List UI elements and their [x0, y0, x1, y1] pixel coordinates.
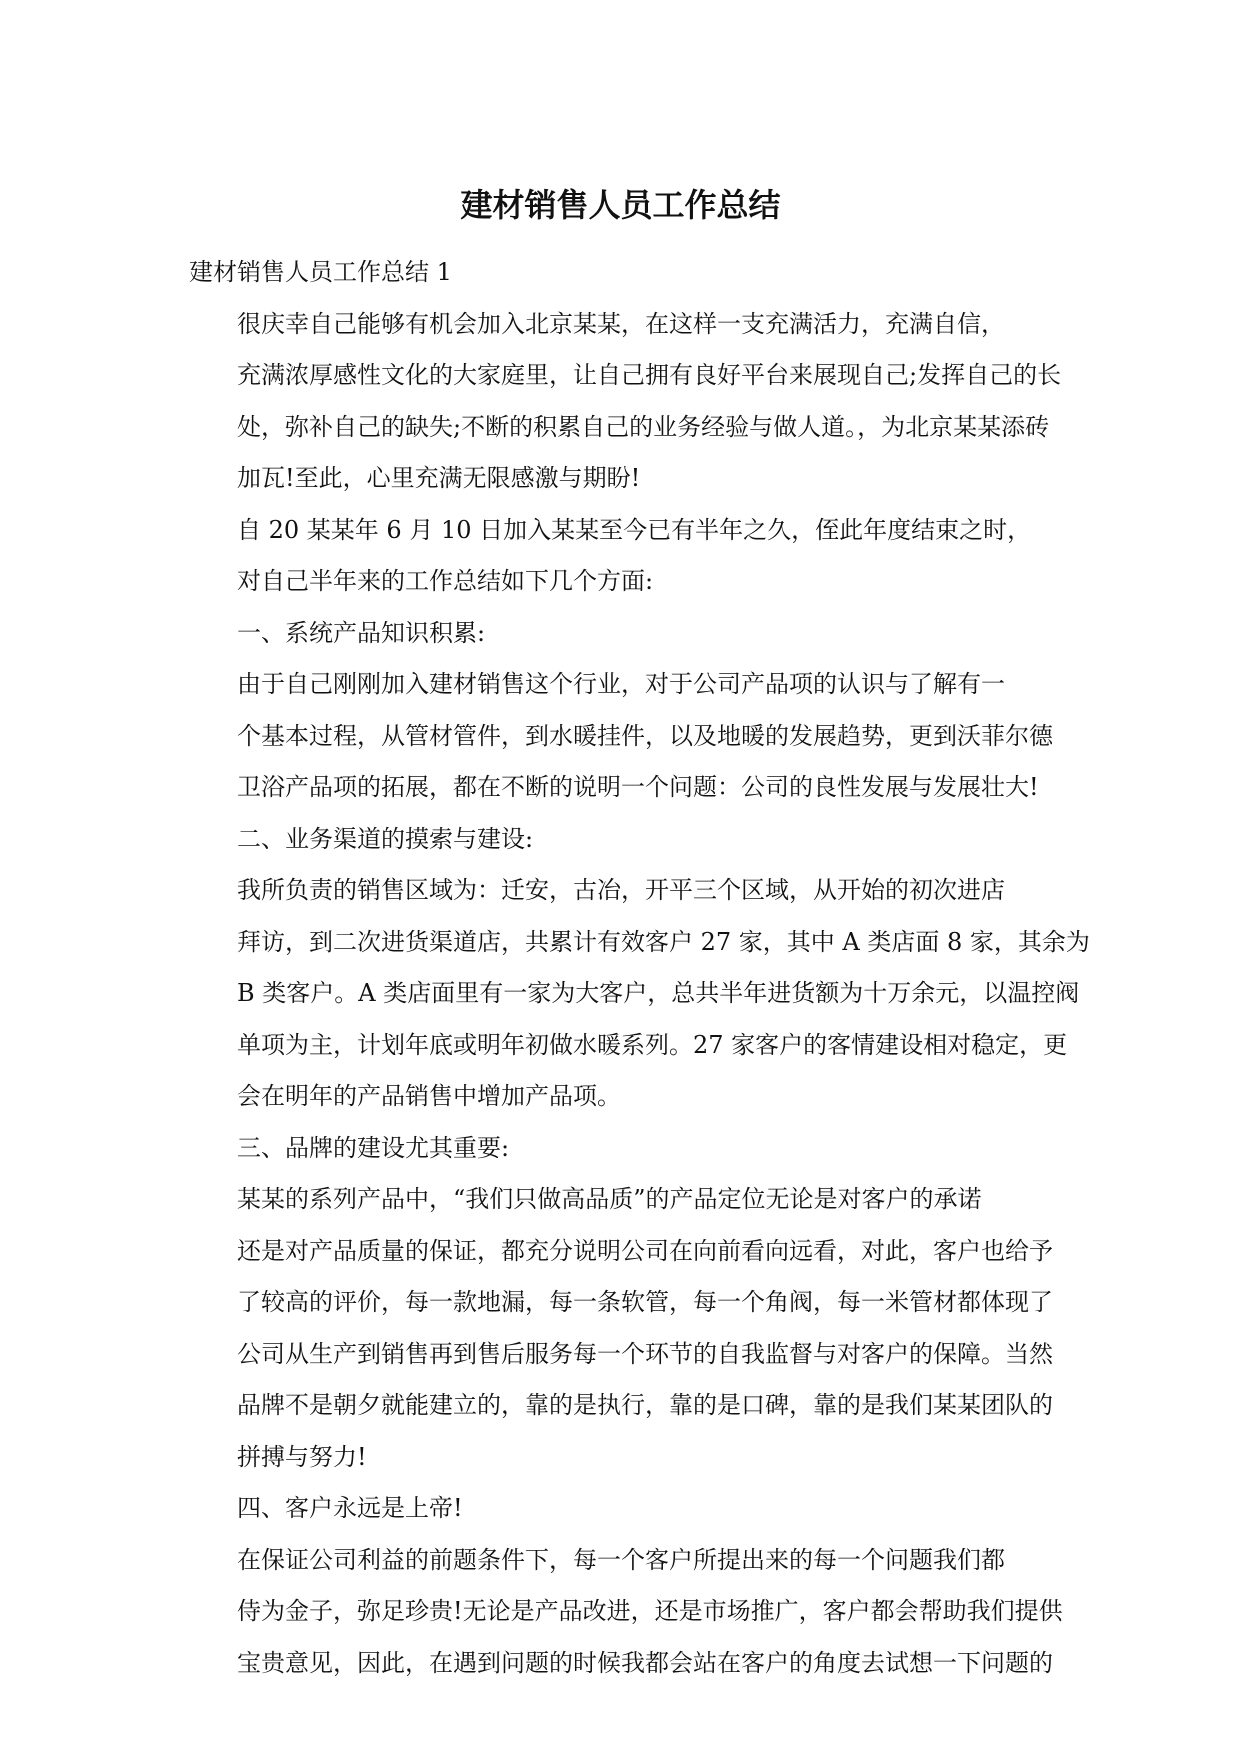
- paragraph-channels: [189, 865, 1090, 1123]
- text-line: 自 20 某某年 6 月 10 日加入某某至今已有半年之久，侄此年度结束之时，: [237, 515, 1032, 544]
- document-title: 建材销售人员工作总结: [460, 186, 781, 224]
- text-line: 公司从生产到销售再到售后服务每一个环节的自我监督与对客户的保障。当然: [237, 1339, 1053, 1368]
- text-line: 单项为主，计划年底或明年初做水暖系列。27 家客户的客情建设相对稳定，更: [237, 1030, 1068, 1059]
- text-line: 对自己半年来的工作总结如下几个方面:: [237, 567, 654, 595]
- text-line: 四、客户永远是上帝!: [237, 1494, 463, 1522]
- text-line: 充满浓厚感性文化的大家庭里，让自己拥有良好平台来展现自己;发挥自己的长: [237, 361, 1062, 389]
- text-line: 二、业务渠道的摸索与建设:: [237, 824, 534, 853]
- text-line: 某某的系列产品中，“我们只做高品质”的产品定位无论是对客户的承诺: [237, 1185, 982, 1213]
- text-line: 还是对产品质量的保证，都充分说明公司在向前看向远看，对此，客户也给予: [237, 1236, 1053, 1265]
- paragraph-overview: [189, 505, 1055, 608]
- text-line: 在保证公司利益的前题条件下，每一个客户所提出来的每一个问题我们都: [237, 1545, 1005, 1574]
- document-body: [189, 247, 1090, 1689]
- text-line: 建材销售人员工作总结 1: [189, 258, 452, 286]
- text-line: 处，弥补自己的缺失;不断的积累自己的业务经验与做人道。，为北京某某添砖: [237, 412, 1050, 441]
- text-line: 宝贵意见，因此，在遇到问题的时候我都会站在客户的角度去试想一下问题的: [237, 1648, 1053, 1677]
- text-line: 个基本过程，从管材管件，到水暖挂件，以及地暖的发展趋势，更到沃菲尔德: [237, 721, 1053, 750]
- text-line: 拜访，到二次进货渠道店，共累计有效客户 27 家，其中 A 类店面 8 家，其余为: [237, 927, 1090, 956]
- section-heading-product-knowledge: [189, 608, 1055, 660]
- text-line: B 类客户。A 类店面里有一家为大客户，总共半年进货额为十万余元，以温控阀: [237, 979, 1080, 1007]
- section-heading-customer: [189, 1483, 1055, 1535]
- section-heading-brand: [189, 1123, 1055, 1175]
- text-line: 很庆幸自己能够有机会加入北京某某，在这样一支充满活力，充满自信，: [237, 309, 1005, 338]
- text-line: 拼搏与努力!: [237, 1442, 367, 1471]
- paragraph-customer: [189, 1535, 1063, 1690]
- section-heading-channels: [189, 814, 1055, 866]
- text-line: 卫浴产品项的拓展，都在不断的说明一个问题：公司的良性发展与发展壮大!: [237, 773, 1039, 801]
- text-line: 了较高的评价，每一款地漏，每一条软管，每一个角阀，每一米管材都体现了: [237, 1288, 1053, 1316]
- text-line: 一、系统产品知识积累:: [237, 618, 486, 647]
- text-line: 我所负责的销售区域为：迁安，古冶，开平三个区域，从开始的初次进店: [237, 876, 1005, 904]
- text-line: 三、品牌的建设尤其重要:: [237, 1133, 510, 1162]
- paragraph-brand: [189, 1174, 1055, 1483]
- text-line: 侍为金子，弥足珍贵!无论是产品改进，还是市场推广，客户都会帮助我们提供: [237, 1597, 1063, 1625]
- paragraph-intro: [189, 299, 1062, 505]
- paragraph-product-knowledge: [189, 659, 1055, 814]
- text-line: 会在明年的产品销售中增加产品项。: [237, 1082, 621, 1110]
- section-heading-summary-1: [189, 247, 1055, 299]
- text-line: 由于自己刚刚加入建材销售这个行业，对于公司产品项的认识与了解有一: [237, 670, 1005, 698]
- text-line: 加瓦!至此，心里充满无限感激与期盼!: [237, 464, 641, 492]
- text-line: 品牌不是朝夕就能建立的，靠的是执行，靠的是口碑，靠的是我们某某团队的: [237, 1391, 1053, 1419]
